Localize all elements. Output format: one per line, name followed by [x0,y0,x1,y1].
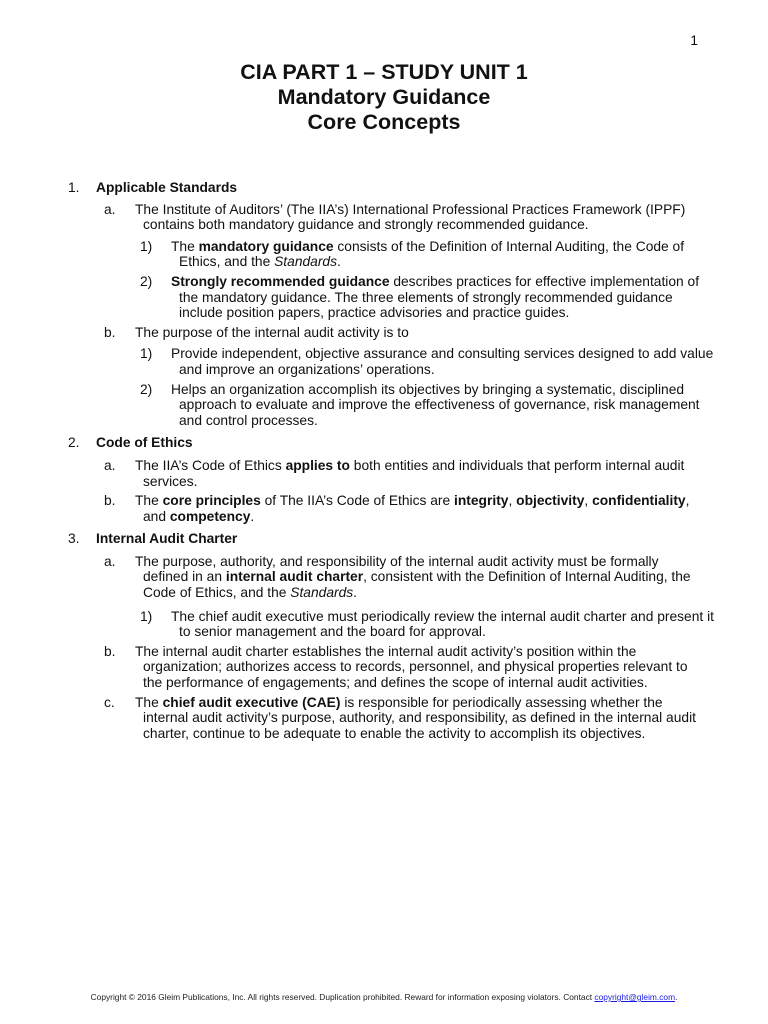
list-marker: 2) [140,381,153,397]
section-number: 1. [68,180,80,195]
footer-text: Copyright © 2016 Gleim Publications, Inc. All rights reserved. Duplication prohibited. Reward for information exposing violators. Contact [90,992,595,1002]
section-heading: Applicable Standards [96,180,238,195]
list-marker: 1) [140,608,153,624]
section-number: 2. [68,435,80,451]
document-title [0,60,768,135]
section-applicable-standards [0,180,768,428]
list-item [140,609,768,640]
list-item-text: The core principles of The IIA’s Code of Ethics are integrity, objectivity, confidentiality, and competency. [135,493,690,524]
document-body [0,180,768,741]
title-line-1: CIA PART 1 – STUDY UNIT 1 [240,60,528,84]
list-marker: b. [104,324,116,340]
list-item [140,346,768,377]
title-line-3: Core Concepts [307,110,461,134]
copyright-email-link[interactable]: copyright@gleim.com [594,992,676,1002]
section-code-of-ethics [0,435,768,524]
list-item [104,493,768,524]
title-line-2: Mandatory Guidance [277,85,491,109]
list-marker: 2) [140,273,153,289]
list-item-text: The purpose of the internal audit activity is to [135,324,409,340]
footer-copyright [0,992,768,1002]
list-item [104,458,768,489]
list-marker: a. [104,553,116,569]
list-marker: c. [104,694,115,710]
list-item-text: The chief audit executive (CAE) is responsible for periodically assessing whether the internal audit activity’s purpose, authority, and responsibility, as defined in the internal audit charter, continue to be adequate to enable the activity to accomplish its objectives. [135,694,696,741]
list-item [140,239,768,270]
list-marker: b. [104,493,116,509]
footer-end: . [675,992,678,1002]
section-internal-audit-charter [0,531,768,741]
list-item-text: Helps an organization accomplish its objectives by bringing a systematic, disciplined approach to evaluate and improve the effectiveness of governance, risk management and control processes. [171,381,700,428]
list-item-text: The Institute of Auditors’ (The IIA’s) International Professional Practices Framework (IPPF) contains both mandatory guidance and strongly recommended guidance. [135,201,686,233]
list-item-text: The internal audit charter establishes the internal audit activity’s position within the organization; authorizes access to records, personnel, and physical properties relevant to the performance of engagements; and defines the scope of internal audit activities. [135,643,688,691]
list-item-text: Strongly recommended guidance describes practices for effective implementation of the mandatory guidance. The three elements of strongly recommended guidance include position papers, practice advisories and practice guides. [171,273,700,321]
list-marker: 1) [140,238,153,254]
list-item-text: The purpose, authority, and responsibility of the internal audit activity must be formally defined in an internal audit charter, consistent with the Definition of Internal Auditing, the Code of Ethics, and the Standards. [135,553,691,601]
list-item [104,554,768,601]
list-item [104,325,768,341]
list-item [140,382,768,429]
list-marker: b. [104,643,116,659]
list-item [104,202,768,233]
list-item-text: The chief audit executive must periodically review the internal audit charter and present it to senior management and the board for approval. [171,608,714,640]
list-item [104,695,768,742]
list-item [104,644,768,691]
list-item-text: The IIA’s Code of Ethics applies to both entities and individuals that perform internal audit services. [135,457,685,489]
list-marker: a. [104,201,116,217]
page-number: 1 [690,32,698,48]
list-item [140,274,768,321]
list-item-text: The mandatory guidance consists of the Definition of Internal Auditing, the Code of Ethics, and the Standards. [171,238,685,270]
list-marker: a. [104,457,116,473]
section-number: 3. [68,531,80,547]
section-heading: Code of Ethics [96,435,193,451]
section-heading: Internal Audit Charter [96,531,238,547]
list-item-text: Provide independent, objective assurance and consulting services designed to add value and improve an organizations’ operations. [171,346,714,377]
list-marker: 1) [140,346,153,362]
